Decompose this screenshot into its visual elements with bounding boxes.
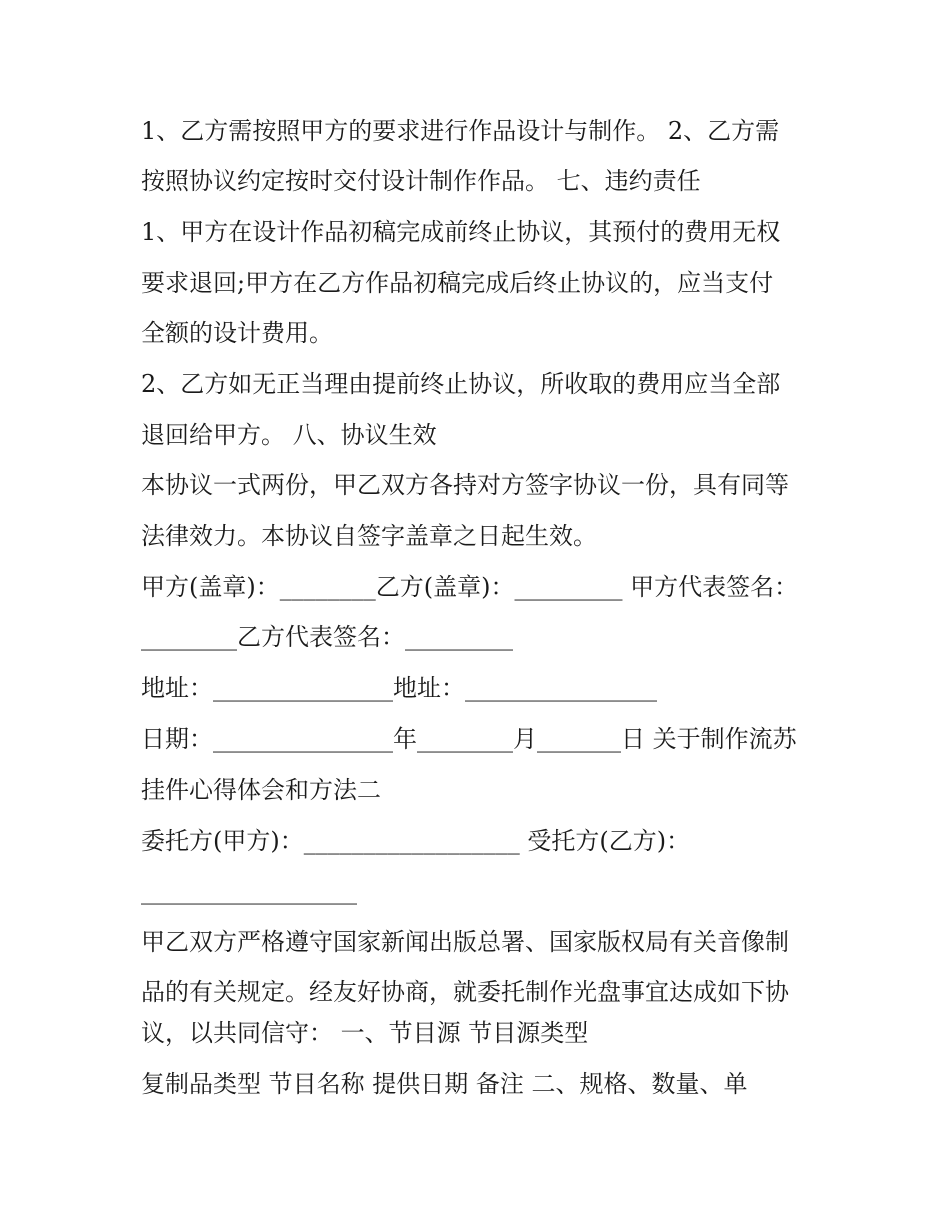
text-line: 议，以共同信守： 一、节目源 节目源类型	[141, 1019, 589, 1047]
address-line: 地址：_______________地址：________________	[141, 674, 657, 702]
text-line: 本协议一式两份，甲乙双方各持对方签字协议一份，具有同等	[141, 471, 789, 499]
text-line: 1、甲方在设计作品初稿完成前终止协议，其预付的费用无权	[141, 218, 781, 246]
text-line: 1、乙方需按照甲方的要求进行作品设计与制作。 2、乙方需	[141, 117, 780, 145]
party-line: 委托方(甲方)：__________________ 受托方(乙方)：	[141, 827, 691, 855]
signature-line: 甲方(盖章)：________乙方(盖章)：_________ 甲方代表签名：	[141, 573, 799, 601]
text-line: 复制品类型 节目名称 提供日期 备注 二、规格、数量、单	[141, 1070, 748, 1098]
text-line: 法律效力。本协议自签字盖章之日起生效。	[141, 522, 597, 550]
text-line: 2、乙方如无正当理由提前终止协议，所收取的费用应当全部	[141, 370, 781, 398]
text-line: 要求退回;甲方在乙方作品初稿完成后终止协议的，应当支付	[141, 269, 774, 297]
text-line: 甲乙双方严格遵守国家新闻出版总署、国家版权局有关音像制	[141, 928, 789, 956]
text-line: 全额的设计费用。	[141, 319, 333, 347]
text-line: 按照协议约定按时交付设计制作作品。 七、违约责任	[141, 167, 701, 195]
text-line: 退回给甲方。 八、协议生效	[141, 421, 437, 449]
signature-line: ________乙方代表签名：_________	[141, 623, 513, 651]
section-title: 挂件心得体会和方法二	[141, 776, 381, 804]
text-line: 品的有关规定。经友好协商，就委托制作光盘事宜达成如下协	[141, 978, 789, 1006]
date-line: 日期：_______________年________月_______日 关于制作流苏	[141, 725, 797, 753]
party-line: __________________	[141, 877, 357, 905]
